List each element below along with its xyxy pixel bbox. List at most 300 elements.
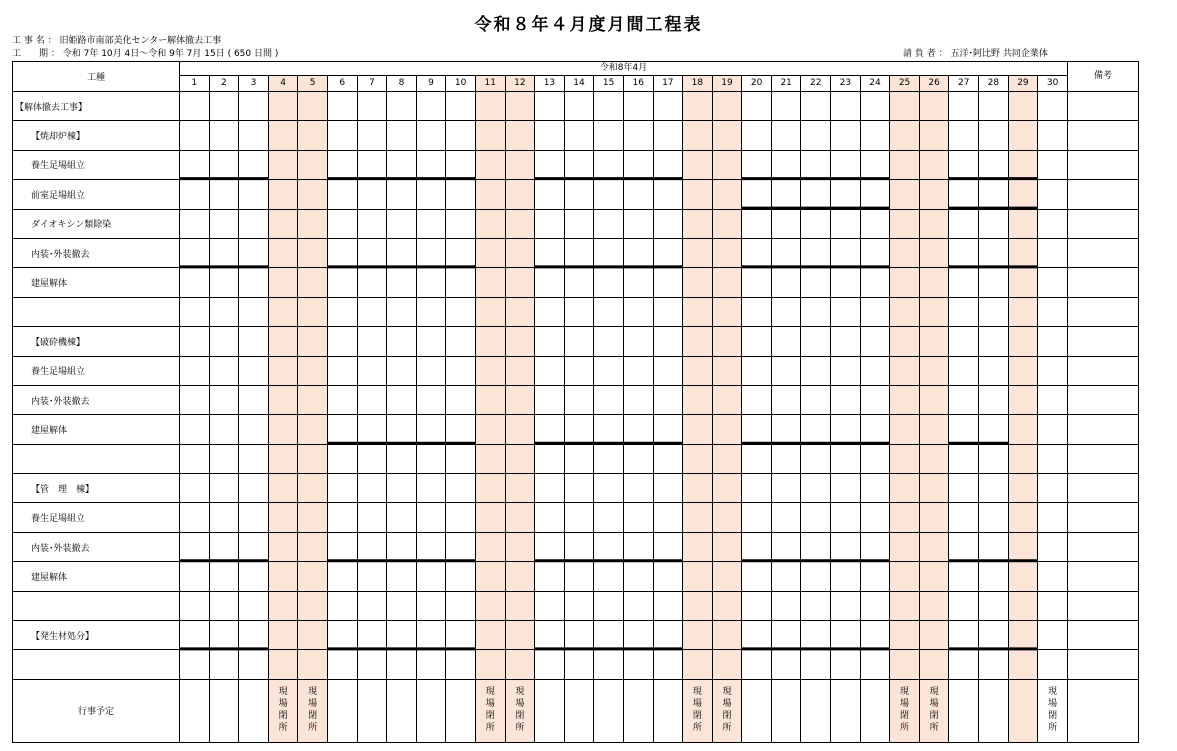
day-cell xyxy=(505,444,535,473)
day-cell xyxy=(564,591,594,620)
day-cell xyxy=(594,180,624,209)
event-cell xyxy=(357,679,387,742)
day-cell xyxy=(209,591,239,620)
day-cell xyxy=(623,209,653,238)
project-line: 工 事 名 ： 旧姫路市南部美化センター解体撤去工事 xyxy=(12,36,222,46)
day-cell xyxy=(209,532,239,561)
day-cell xyxy=(1038,180,1068,209)
day-cell xyxy=(268,180,298,209)
day-cell xyxy=(949,415,979,444)
work-label: 前室足場組立 xyxy=(13,180,180,209)
day-number: 3 xyxy=(239,76,269,92)
day-cell xyxy=(564,180,594,209)
day-cell xyxy=(712,121,742,150)
schedule-row xyxy=(13,444,1139,473)
day-cell xyxy=(979,444,1009,473)
day-cell xyxy=(1008,650,1038,679)
day-cell xyxy=(505,562,535,591)
day-cell xyxy=(1008,356,1038,385)
work-label: 【管 理 棟】 xyxy=(13,474,180,503)
day-cell xyxy=(357,532,387,561)
day-cell xyxy=(919,209,949,238)
day-cell xyxy=(623,591,653,620)
day-cell xyxy=(979,327,1009,356)
event-cell xyxy=(653,679,683,742)
header-notes: 備考 xyxy=(1067,62,1138,92)
day-cell xyxy=(298,92,328,121)
day-cell xyxy=(860,356,890,385)
day-cell xyxy=(623,532,653,561)
day-cell xyxy=(535,591,565,620)
day-cell xyxy=(298,415,328,444)
day-cell xyxy=(180,474,210,503)
day-cell xyxy=(860,150,890,179)
day-cell xyxy=(1038,121,1068,150)
day-cell xyxy=(1008,238,1038,267)
schedule-row xyxy=(13,238,1139,267)
day-cell xyxy=(209,356,239,385)
day-cell xyxy=(327,503,357,532)
day-cell xyxy=(890,385,920,414)
day-cell xyxy=(268,621,298,650)
day-cell xyxy=(564,385,594,414)
day-cell xyxy=(949,532,979,561)
event-cell xyxy=(890,679,920,742)
day-cell xyxy=(1038,562,1068,591)
day-cell xyxy=(1008,150,1038,179)
day-cell xyxy=(1038,209,1068,238)
day-cell xyxy=(653,444,683,473)
day-cell xyxy=(298,650,328,679)
event-cell xyxy=(1038,679,1068,742)
day-cell xyxy=(919,591,949,620)
day-cell xyxy=(180,562,210,591)
event-cell xyxy=(742,679,772,742)
day-cell xyxy=(949,268,979,297)
notes-cell xyxy=(1067,503,1138,532)
day-cell xyxy=(475,356,505,385)
day-cell xyxy=(357,327,387,356)
day-cell xyxy=(742,562,772,591)
schedule-row xyxy=(13,503,1139,532)
day-cell xyxy=(505,650,535,679)
schedule-row xyxy=(13,209,1139,238)
day-cell xyxy=(831,415,861,444)
day-cell xyxy=(239,474,269,503)
day-cell xyxy=(387,209,417,238)
day-cell xyxy=(801,180,831,209)
day-cell xyxy=(860,474,890,503)
day-number: 5 xyxy=(298,76,328,92)
day-cell xyxy=(209,444,239,473)
day-cell xyxy=(357,121,387,150)
event-cell xyxy=(298,679,328,742)
day-cell xyxy=(505,238,535,267)
day-cell xyxy=(1008,444,1038,473)
day-cell xyxy=(387,121,417,150)
day-cell xyxy=(594,415,624,444)
day-cell xyxy=(387,92,417,121)
schedule-row xyxy=(13,650,1139,679)
day-cell xyxy=(742,121,772,150)
day-cell xyxy=(1008,474,1038,503)
day-cell xyxy=(890,532,920,561)
day-cell xyxy=(831,474,861,503)
day-cell xyxy=(979,150,1009,179)
day-number: 24 xyxy=(860,76,890,92)
day-cell xyxy=(535,621,565,650)
day-cell xyxy=(949,385,979,414)
day-cell xyxy=(919,621,949,650)
event-cell xyxy=(387,679,417,742)
day-cell xyxy=(535,150,565,179)
day-cell xyxy=(298,327,328,356)
day-cell xyxy=(239,209,269,238)
day-cell xyxy=(1038,650,1068,679)
day-cell xyxy=(742,297,772,326)
day-cell xyxy=(416,327,446,356)
event-notes-cell xyxy=(1067,679,1138,742)
day-cell xyxy=(742,474,772,503)
day-cell xyxy=(890,238,920,267)
day-cell xyxy=(801,444,831,473)
day-cell xyxy=(831,532,861,561)
day-cell xyxy=(239,532,269,561)
day-cell xyxy=(712,180,742,209)
day-cell xyxy=(1038,327,1068,356)
day-cell xyxy=(505,297,535,326)
day-cell xyxy=(890,503,920,532)
day-number: 8 xyxy=(387,76,417,92)
day-cell xyxy=(416,503,446,532)
day-cell xyxy=(683,356,713,385)
contractor-line: 請 負 者 ： 五洋･阿比野 共同企業体 xyxy=(903,49,1048,59)
day-number: 1 xyxy=(180,76,210,92)
day-cell xyxy=(475,474,505,503)
day-cell xyxy=(890,150,920,179)
day-cell xyxy=(239,356,269,385)
day-cell xyxy=(683,650,713,679)
event-text: 現場閉所 xyxy=(1048,686,1058,733)
day-cell xyxy=(712,532,742,561)
day-cell xyxy=(831,327,861,356)
notes-cell xyxy=(1067,268,1138,297)
day-cell xyxy=(564,532,594,561)
day-cell xyxy=(564,621,594,650)
event-cell xyxy=(683,679,713,742)
day-cell xyxy=(949,238,979,267)
schedule-row xyxy=(13,532,1139,561)
day-cell xyxy=(712,562,742,591)
day-cell xyxy=(742,92,772,121)
day-number: 11 xyxy=(475,76,505,92)
day-cell xyxy=(298,209,328,238)
day-cell xyxy=(712,503,742,532)
day-cell xyxy=(535,474,565,503)
day-number: 2 xyxy=(209,76,239,92)
day-cell xyxy=(919,92,949,121)
day-cell xyxy=(268,121,298,150)
event-cell xyxy=(712,679,742,742)
day-cell xyxy=(535,297,565,326)
day-cell xyxy=(712,385,742,414)
day-cell xyxy=(327,297,357,326)
work-label: 養生足場組立 xyxy=(13,503,180,532)
day-cell xyxy=(683,327,713,356)
schedule-row xyxy=(13,268,1139,297)
day-cell xyxy=(180,327,210,356)
notes-cell xyxy=(1067,415,1138,444)
day-cell xyxy=(357,650,387,679)
day-cell xyxy=(594,385,624,414)
day-cell xyxy=(919,415,949,444)
day-number: 14 xyxy=(564,76,594,92)
event-cell xyxy=(180,679,210,742)
day-cell xyxy=(712,238,742,267)
day-cell xyxy=(298,121,328,150)
day-cell xyxy=(416,180,446,209)
day-cell xyxy=(949,121,979,150)
day-cell xyxy=(387,385,417,414)
day-cell xyxy=(446,503,476,532)
day-cell xyxy=(623,180,653,209)
day-cell xyxy=(239,327,269,356)
day-cell xyxy=(949,327,979,356)
day-cell xyxy=(683,562,713,591)
day-cell xyxy=(860,327,890,356)
day-cell xyxy=(446,327,476,356)
day-cell xyxy=(446,356,476,385)
day-cell xyxy=(594,532,624,561)
day-cell xyxy=(623,92,653,121)
day-cell xyxy=(475,503,505,532)
day-number: 4 xyxy=(268,76,298,92)
notes-cell xyxy=(1067,474,1138,503)
day-cell xyxy=(416,650,446,679)
day-cell xyxy=(564,415,594,444)
day-cell xyxy=(801,474,831,503)
day-cell xyxy=(979,415,1009,444)
day-cell xyxy=(979,238,1009,267)
day-cell xyxy=(387,297,417,326)
day-cell xyxy=(594,356,624,385)
day-cell xyxy=(594,209,624,238)
day-cell xyxy=(831,121,861,150)
day-cell xyxy=(564,238,594,267)
day-cell xyxy=(771,415,801,444)
day-cell xyxy=(268,444,298,473)
day-cell xyxy=(505,385,535,414)
day-cell xyxy=(801,297,831,326)
day-cell xyxy=(387,238,417,267)
day-cell xyxy=(564,503,594,532)
day-cell xyxy=(831,180,861,209)
day-cell xyxy=(505,327,535,356)
day-cell xyxy=(831,92,861,121)
day-cell xyxy=(1008,385,1038,414)
day-cell xyxy=(357,444,387,473)
day-cell xyxy=(771,268,801,297)
day-cell xyxy=(890,297,920,326)
day-cell xyxy=(949,92,979,121)
day-cell xyxy=(890,268,920,297)
day-cell xyxy=(327,121,357,150)
day-number: 25 xyxy=(890,76,920,92)
day-cell xyxy=(801,415,831,444)
day-number: 29 xyxy=(1008,76,1038,92)
day-cell xyxy=(564,150,594,179)
day-cell xyxy=(298,238,328,267)
day-cell xyxy=(298,474,328,503)
day-cell xyxy=(683,268,713,297)
day-cell xyxy=(771,474,801,503)
day-cell xyxy=(357,474,387,503)
day-cell xyxy=(1038,621,1068,650)
day-cell xyxy=(949,503,979,532)
day-cell xyxy=(180,532,210,561)
day-cell xyxy=(949,209,979,238)
event-cell xyxy=(564,679,594,742)
day-cell xyxy=(653,92,683,121)
day-cell xyxy=(831,268,861,297)
day-cell xyxy=(623,268,653,297)
event-cell xyxy=(209,679,239,742)
day-cell xyxy=(1038,150,1068,179)
day-cell xyxy=(683,297,713,326)
day-cell xyxy=(919,385,949,414)
event-cell xyxy=(801,679,831,742)
notes-cell xyxy=(1067,562,1138,591)
day-cell xyxy=(475,415,505,444)
day-cell xyxy=(564,327,594,356)
day-cell xyxy=(801,532,831,561)
day-cell xyxy=(683,121,713,150)
day-cell xyxy=(298,621,328,650)
day-cell xyxy=(771,503,801,532)
day-cell xyxy=(268,650,298,679)
day-cell xyxy=(801,591,831,620)
day-cell xyxy=(416,562,446,591)
day-cell xyxy=(387,474,417,503)
day-cell xyxy=(446,562,476,591)
day-cell xyxy=(446,209,476,238)
day-cell xyxy=(209,650,239,679)
work-label: 建屋解体 xyxy=(13,415,180,444)
day-cell xyxy=(683,444,713,473)
day-cell xyxy=(298,503,328,532)
event-cell xyxy=(771,679,801,742)
work-label: 内装･外装撤去 xyxy=(13,238,180,267)
day-cell xyxy=(919,562,949,591)
day-cell xyxy=(712,327,742,356)
day-cell xyxy=(623,474,653,503)
day-cell xyxy=(180,268,210,297)
day-cell xyxy=(475,385,505,414)
header-work: 工種 xyxy=(13,62,180,92)
day-cell xyxy=(890,121,920,150)
day-cell xyxy=(801,150,831,179)
day-cell xyxy=(831,385,861,414)
day-cell xyxy=(357,415,387,444)
day-cell xyxy=(979,532,1009,561)
day-cell xyxy=(387,356,417,385)
day-cell xyxy=(416,474,446,503)
day-cell xyxy=(860,444,890,473)
day-cell xyxy=(268,415,298,444)
day-cell xyxy=(860,503,890,532)
day-cell xyxy=(742,327,772,356)
day-cell xyxy=(564,444,594,473)
day-cell xyxy=(742,415,772,444)
day-cell xyxy=(653,180,683,209)
day-cell xyxy=(623,238,653,267)
day-cell xyxy=(209,268,239,297)
day-number: 23 xyxy=(831,76,861,92)
day-cell xyxy=(623,621,653,650)
day-cell xyxy=(594,92,624,121)
day-cell xyxy=(505,591,535,620)
day-cell xyxy=(535,92,565,121)
day-cell xyxy=(446,180,476,209)
day-cell xyxy=(831,238,861,267)
day-cell xyxy=(298,532,328,561)
event-cell xyxy=(623,679,653,742)
day-cell xyxy=(801,503,831,532)
day-cell xyxy=(949,562,979,591)
day-cell xyxy=(860,209,890,238)
day-cell xyxy=(446,238,476,267)
day-cell xyxy=(268,385,298,414)
day-cell xyxy=(919,532,949,561)
notes-cell xyxy=(1067,532,1138,561)
day-cell xyxy=(919,180,949,209)
day-cell xyxy=(949,356,979,385)
notes-cell xyxy=(1067,180,1138,209)
day-cell xyxy=(653,621,683,650)
day-cell xyxy=(239,591,269,620)
day-cell xyxy=(890,562,920,591)
day-cell xyxy=(564,356,594,385)
day-cell xyxy=(209,121,239,150)
day-cell xyxy=(564,297,594,326)
day-cell xyxy=(742,356,772,385)
day-cell xyxy=(268,297,298,326)
day-cell xyxy=(1008,503,1038,532)
day-cell xyxy=(594,444,624,473)
day-cell xyxy=(919,650,949,679)
day-cell xyxy=(387,150,417,179)
day-cell xyxy=(860,297,890,326)
day-cell xyxy=(653,415,683,444)
schedule-row xyxy=(13,591,1139,620)
work-label: 【破砕機棟】 xyxy=(13,327,180,356)
day-cell xyxy=(416,385,446,414)
day-cell xyxy=(890,444,920,473)
day-cell xyxy=(860,92,890,121)
day-cell xyxy=(742,238,772,267)
day-cell xyxy=(1038,503,1068,532)
day-cell xyxy=(327,415,357,444)
day-cell xyxy=(771,621,801,650)
day-cell xyxy=(209,474,239,503)
day-number: 27 xyxy=(949,76,979,92)
day-cell xyxy=(1008,209,1038,238)
day-cell xyxy=(564,209,594,238)
day-cell xyxy=(475,297,505,326)
day-cell xyxy=(712,268,742,297)
day-cell xyxy=(683,180,713,209)
day-cell xyxy=(1038,356,1068,385)
